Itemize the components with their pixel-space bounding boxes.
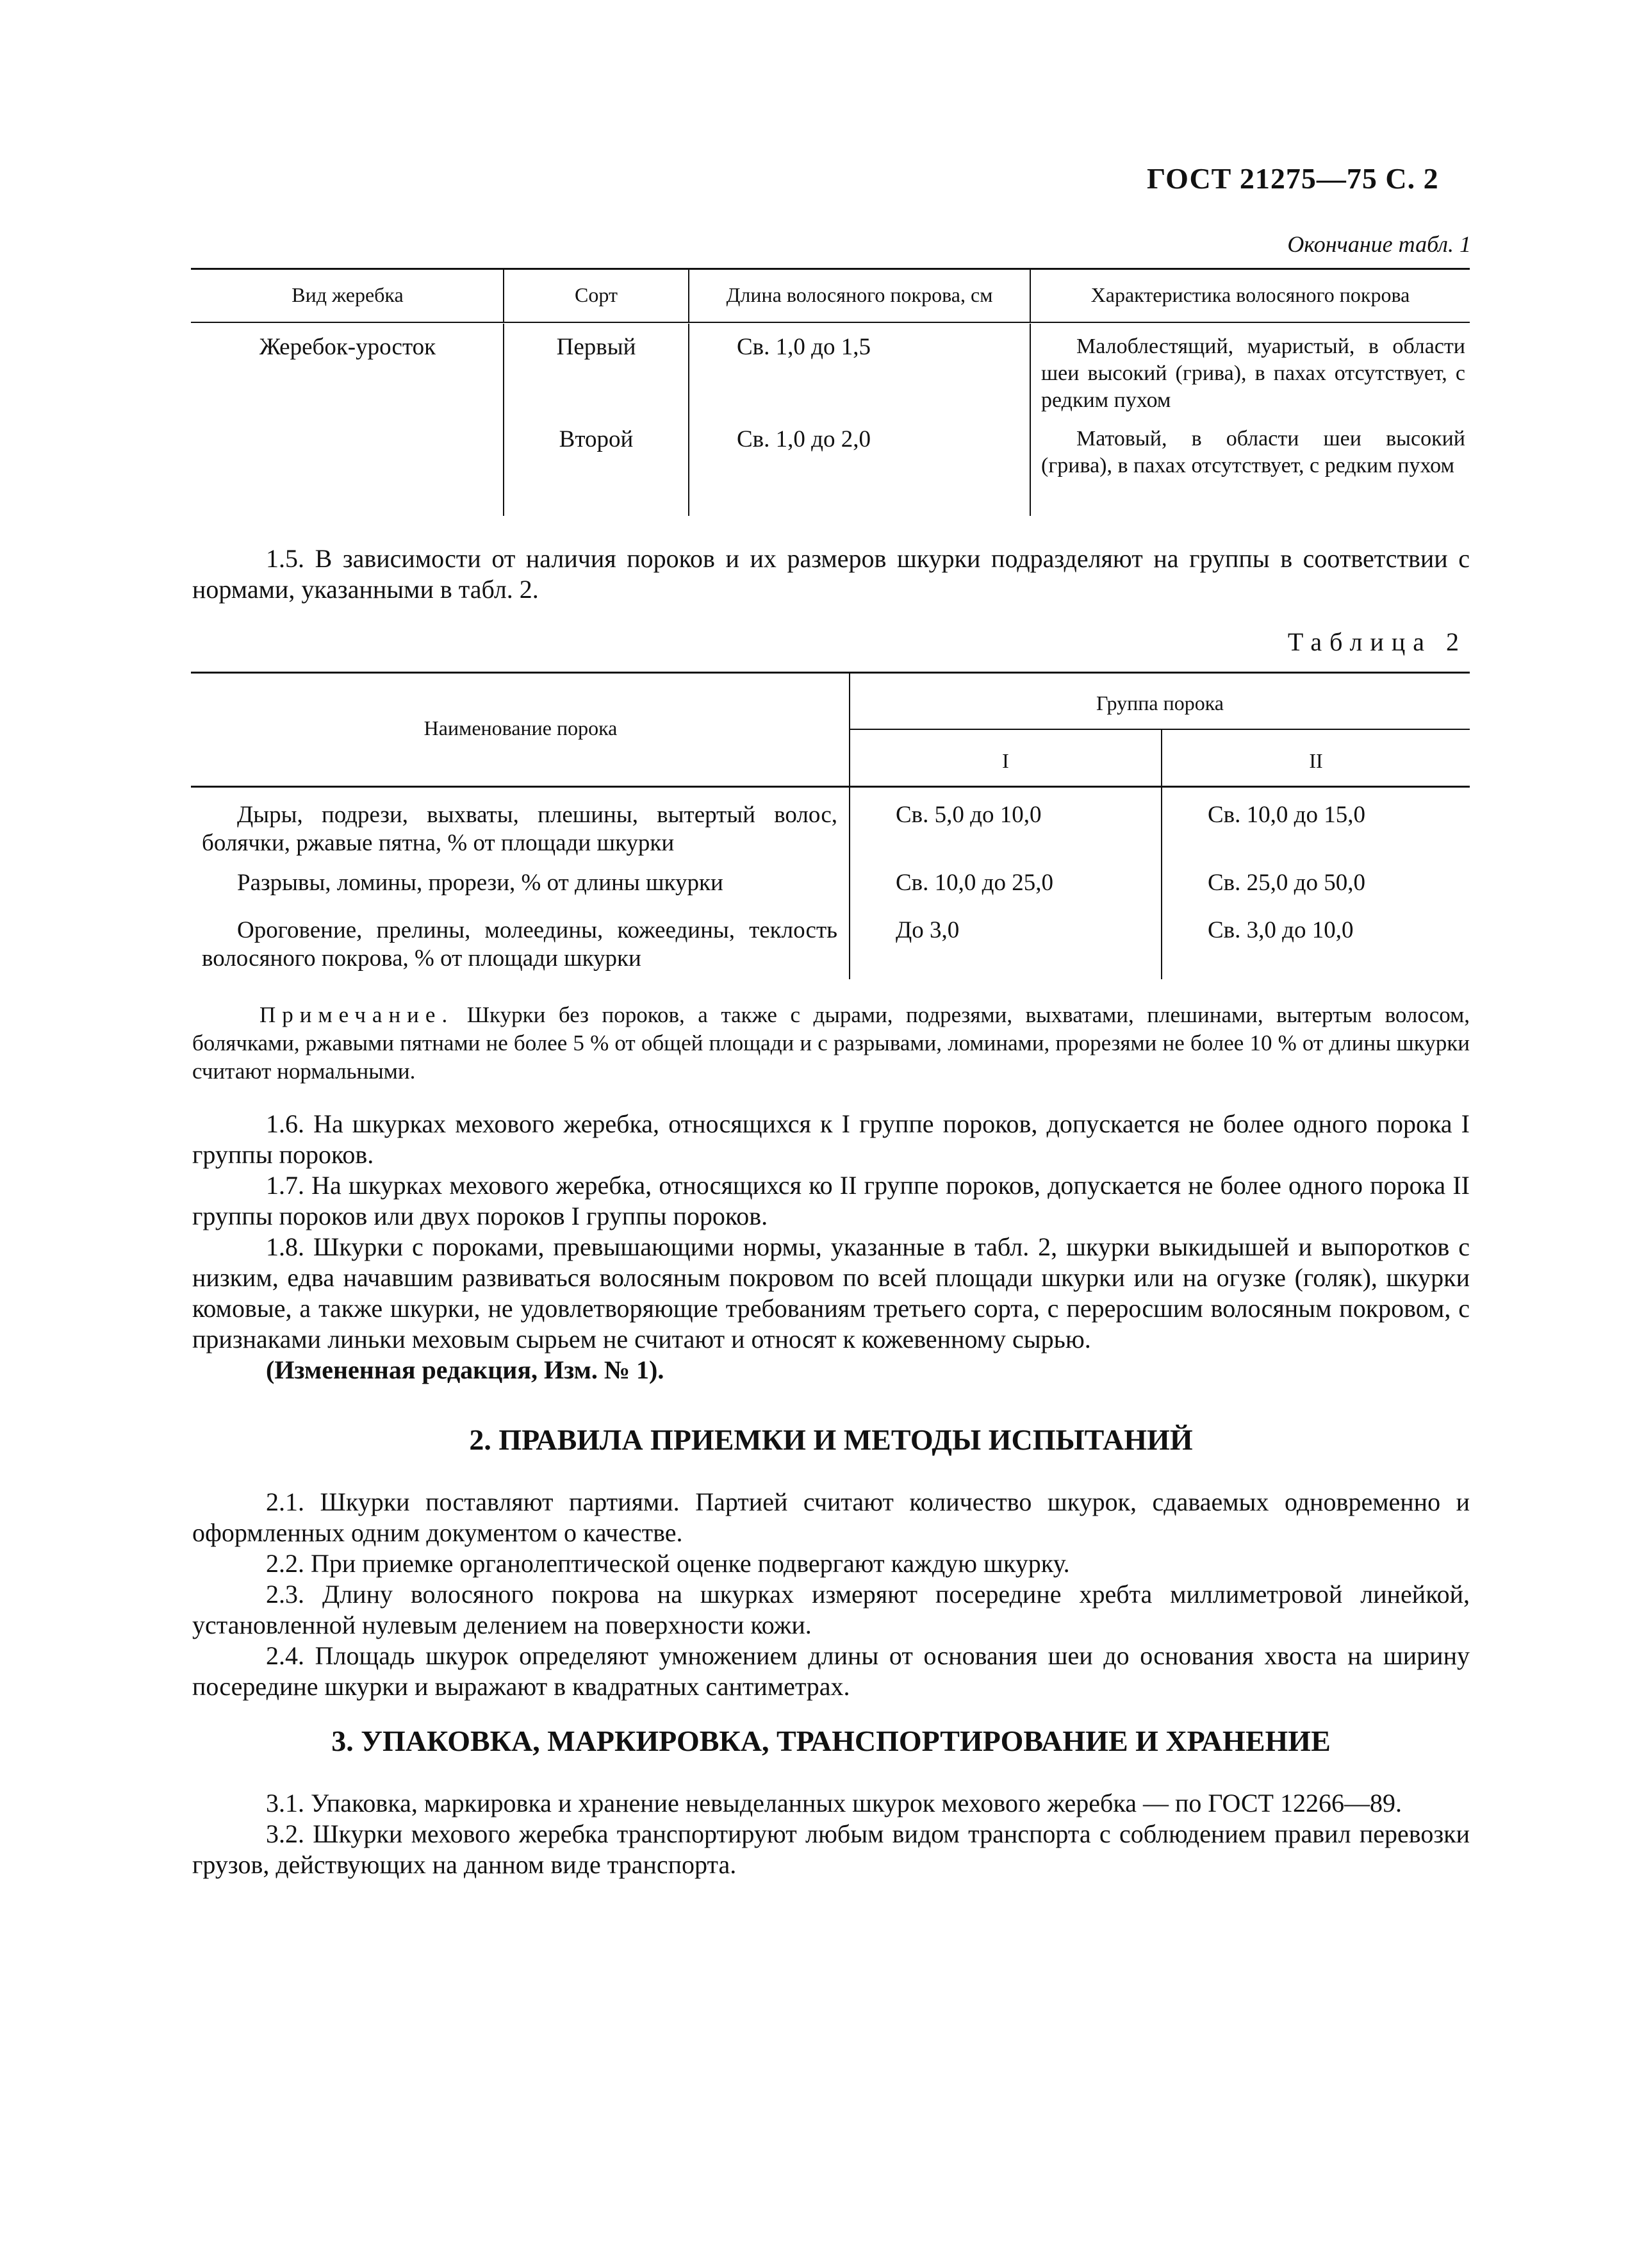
table2-cell-group-2: Св. 25,0 до 50,0 bbox=[1208, 870, 1365, 896]
table1-header-kind: Вид жеребка bbox=[292, 283, 404, 306]
table2-header-name: Наименование порока bbox=[423, 716, 618, 740]
table2-cell-group-1: Св. 5,0 до 10,0 bbox=[896, 802, 1042, 828]
table2-cell-group-1: До 3,0 bbox=[896, 917, 960, 943]
table1-header-length: Длина волосяного покрова, см bbox=[726, 283, 993, 306]
paragraph-2-3: 2.3. Длину волосяного покрова на шкурках измеряют посередине хребта миллиметровой линейкой, установленной нулевым делением на поверхности кожи. bbox=[192, 1580, 1470, 1639]
table2-subheader-group-2: II bbox=[1309, 749, 1323, 772]
paragraph-2-4: 2.4. Площадь шкурок определяют умножением длины от основания шеи до основания хвоста на ширину посередине шкурки и выражают в квадратных сантиметрах. bbox=[192, 1641, 1470, 1701]
paragraph-text: 1.5. В зависимости от наличия пороков и их размеров шкурки подразделяют на группы в соответствии с нормами, указанными в табл. 2. bbox=[192, 544, 1470, 604]
table1-cell-grade: Первый bbox=[556, 334, 636, 360]
table2-header-rule bbox=[191, 786, 1470, 788]
table1-cell-kind: Жеребок-уросток bbox=[259, 334, 436, 360]
note-text: Шкурки без пороков, а также с дырами, подрезями, выхватами, плешинами, вытертым волосом, болячками, ржавыми пятнами не более 5 % от общей площади и с разрывами, ломинами, прорезями не более 10 % от длины шкурки считают нормальными. bbox=[192, 1002, 1470, 1084]
table1-continuation-label: Окончание табл. 1 bbox=[1287, 231, 1471, 257]
table1-top-rule bbox=[191, 268, 1470, 270]
paragraph-1-6: 1.6. На шкурках мехового жеребка, относящихся к I группе пороков, допускается не более одного порока I группы пороков. bbox=[192, 1109, 1470, 1169]
paragraph-2-2: 2.2. При приемке органолептической оценке подвергают каждую шкурку. bbox=[266, 1549, 1070, 1578]
table2-note bbox=[192, 1001, 1470, 1086]
table2-cell-group-2: Св. 10,0 до 15,0 bbox=[1208, 802, 1365, 828]
table2-col-divider bbox=[849, 672, 850, 979]
section-3-body bbox=[192, 1788, 1470, 1880]
table1-cell-characteristic: Малоблестящий, муаристый, в области шеи высокий (грива), в пахах отсутствует, с редким пухом bbox=[1041, 335, 1465, 412]
section-3-title: 3. УПАКОВКА, МАРКИРОВКА, ТРАНСПОРТИРОВАНИЕ И ХРАНЕНИЕ bbox=[331, 1725, 1331, 1757]
table1-cell-grade: Второй bbox=[559, 426, 634, 452]
section-2-title: 2. ПРАВИЛА ПРИЕМКИ И МЕТОДЫ ИСПЫТАНИЙ bbox=[469, 1423, 1193, 1456]
paragraph-2-1: 2.1. Шкурки поставляют партиями. Партией считают количество шкурок, сдаваемых одновременно и оформленных одним документом о качестве. bbox=[192, 1487, 1470, 1547]
table2-group-rule bbox=[849, 729, 1470, 730]
page-header: ГОСТ 21275—75 С. 2 bbox=[1147, 162, 1439, 195]
table2-cell-defect-name: Ороговение, прелины, молеедины, кожеедины, теклость волосяного покрова, % от площади шкурки bbox=[202, 917, 837, 972]
table2-top-rule bbox=[191, 672, 1470, 674]
paragraph-3-1: 3.1. Упаковка, маркировка и хранение невыделанных шкурок мехового жеребка — по ГОСТ 12266—89. bbox=[266, 1789, 1402, 1817]
section-2-body bbox=[192, 1487, 1470, 1702]
paragraph-1-7: 1.7. На шкурках мехового жеребка, относящихся ко II группе пороков, допускается не более одного порока II группы пороков или двух пороков I группы пороков. bbox=[192, 1171, 1470, 1230]
table1-cell-length: Св. 1,0 до 2,0 bbox=[737, 426, 871, 452]
table2-cell-group-2: Св. 3,0 до 10,0 bbox=[1208, 917, 1354, 943]
paragraph-1-8: 1.8. Шкурки с пороками, превышающими нормы, указанные в табл. 2, шкурки выкидышей и выпоротков с низким, едва начавшим развиваться волосяным покровом по всей площади шкурки или на огузке (голяк), шкурки комовые, а также шкурки, не удовлетворяющие требованиям третьего сорта, с переросшим волосяным покровом, с признаками линьки меховым сырьем не считают и относят к кожевенному сырью. bbox=[192, 1232, 1470, 1353]
table1-col-divider bbox=[1030, 324, 1031, 516]
table1-col-divider bbox=[688, 324, 689, 516]
table2-cell-group-1: Св. 10,0 до 25,0 bbox=[896, 870, 1053, 896]
note-label: Примечание. bbox=[259, 1002, 454, 1027]
paragraph-1-5 bbox=[192, 543, 1470, 605]
table2-header-group: Группа порока bbox=[1096, 691, 1224, 715]
table2-subheader-group-1: I bbox=[1002, 749, 1009, 772]
amendment-note: (Измененная редакция, Изм. № 1). bbox=[266, 1355, 664, 1384]
table2-cell-defect-name: Разрывы, ломины, прорези, % от длины шкурки bbox=[237, 870, 723, 896]
table2-caption: Таблица 2 bbox=[1287, 627, 1467, 656]
table1-header-grade: Сорт bbox=[575, 283, 618, 306]
table1-cell-length: Св. 1,0 до 1,5 bbox=[737, 334, 871, 360]
table1-cell-characteristic: Матовый, в области шеи высокий (грива), в пахах отсутствует, с редким пухом bbox=[1041, 427, 1465, 477]
table1-header-rule bbox=[191, 322, 1470, 323]
paragraphs-1-6-to-1-8 bbox=[192, 1109, 1470, 1386]
table1-header-characteristic: Характеристика волосяного покрова bbox=[1090, 283, 1410, 306]
paragraph-3-2: 3.2. Шкурки мехового жеребка транспортируют любым видом транспорта с соблюдением правил перевозки грузов, действующих на данном виде транспорта. bbox=[192, 1819, 1470, 1879]
table2-cell-defect-name: Дыры, подрези, выхваты, плешины, вытертый волос, болячки, ржавые пятна, % от площади шкурки bbox=[202, 802, 837, 856]
